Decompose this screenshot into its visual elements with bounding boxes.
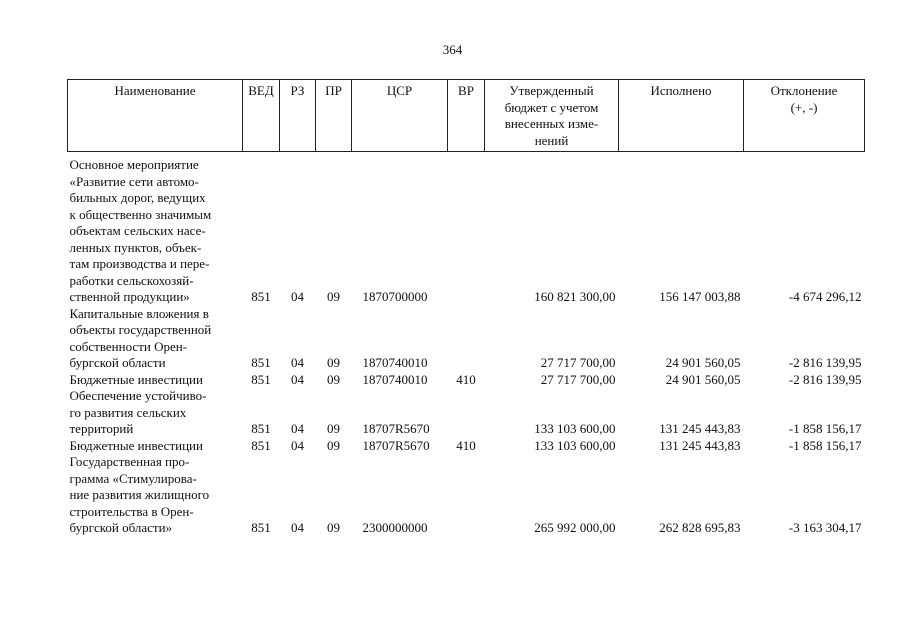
row-ved: 851 xyxy=(251,437,271,453)
row-ved: 851 xyxy=(251,289,271,304)
row-approved: 133 103 600,00 xyxy=(534,437,616,453)
row-rz: 04 xyxy=(291,421,304,436)
row-csr: 1870700000 xyxy=(362,289,428,304)
row-csr: 1870740010 xyxy=(362,355,428,370)
row-executed: 262 828 695,83 xyxy=(659,520,741,535)
row-rz: 04 xyxy=(291,289,304,304)
row-executed: 156 147 003,88 xyxy=(659,289,741,304)
row-name: Бюджетные инвестиции xyxy=(69,437,203,453)
table-row xyxy=(68,454,865,537)
row-vr xyxy=(448,306,485,372)
header-vr: ВР xyxy=(448,80,485,152)
row-csr: 18707R5670 xyxy=(362,437,430,453)
row-approved: 133 103 600,00 xyxy=(534,421,616,436)
row-pr: 09 xyxy=(327,421,340,436)
header-approved-line: внесенных изме- xyxy=(504,116,599,131)
table-row xyxy=(68,306,865,372)
row-rz: 04 xyxy=(291,355,304,370)
row-pr: 09 xyxy=(327,520,340,535)
row-deviation: -2 816 139,95 xyxy=(788,355,862,370)
row-name: Бюджетные инвестиции xyxy=(69,371,203,387)
header-ved: ВЕД xyxy=(243,80,280,152)
row-executed: 131 245 443,83 xyxy=(659,421,741,436)
row-pr: 09 xyxy=(327,355,340,370)
table-header-row xyxy=(68,80,865,152)
header-csr: ЦСР xyxy=(352,80,448,152)
row-csr: 1870740010 xyxy=(362,371,428,387)
header-pr: ПР xyxy=(316,80,352,152)
row-ved: 851 xyxy=(251,421,271,436)
row-approved: 265 992 000,00 xyxy=(534,520,616,535)
row-executed: 24 901 560,05 xyxy=(665,371,741,387)
row-vr: 410 xyxy=(456,371,476,387)
header-deviation xyxy=(744,80,865,152)
row-name: Основное мероприятие «Развитие сети автомо- бильных дорог, ведущих к общественно значимым объектам сельских насе- ленных пунктов, объек- там производства и пере- работки сельскохозяй- ственной продукции» xyxy=(69,157,212,304)
row-ved: 851 xyxy=(251,520,271,535)
table-row xyxy=(68,438,865,455)
row-rz: 04 xyxy=(291,371,304,387)
row-csr: 2300000000 xyxy=(362,520,428,535)
row-name: Обеспечение устойчиво- го развития сельских территорий xyxy=(69,388,207,436)
row-deviation: -1 858 156,17 xyxy=(788,421,862,436)
row-vr xyxy=(448,157,485,306)
page-number: 364 xyxy=(442,42,463,57)
header-approved-line: Утвержденный xyxy=(509,83,594,98)
header-executed: Исполнено xyxy=(619,80,744,152)
budget-execution-table xyxy=(67,79,865,537)
row-executed: 131 245 443,83 xyxy=(659,437,741,453)
row-csr: 18707R5670 xyxy=(362,421,430,436)
row-vr xyxy=(448,454,485,537)
header-approved-line: бюджет с учетом xyxy=(504,99,599,115)
row-deviation: -2 816 139,95 xyxy=(788,371,862,387)
row-deviation: -3 163 304,17 xyxy=(788,520,862,535)
row-ved: 851 xyxy=(251,355,271,370)
row-approved: 27 717 700,00 xyxy=(540,355,616,370)
header-rz: РЗ xyxy=(280,80,316,152)
row-vr: 410 xyxy=(456,437,476,453)
row-ved: 851 xyxy=(251,371,271,387)
row-deviation: -4 674 296,12 xyxy=(788,289,862,304)
row-vr xyxy=(448,388,485,438)
row-deviation: -1 858 156,17 xyxy=(788,437,862,453)
row-pr: 09 xyxy=(327,371,340,387)
table-row xyxy=(68,157,865,306)
header-approved-line: нений xyxy=(534,132,569,148)
table-row xyxy=(68,372,865,389)
row-pr: 09 xyxy=(327,437,340,453)
row-approved: 160 821 300,00 xyxy=(534,289,616,304)
row-rz: 04 xyxy=(291,437,304,453)
row-name: Капитальные вложения в объекты государственной собственности Орен- бургской области xyxy=(69,305,212,370)
header-approved xyxy=(485,80,619,152)
row-rz: 04 xyxy=(291,520,304,535)
header-deviation-line: Отклонение xyxy=(770,83,838,98)
row-approved: 27 717 700,00 xyxy=(540,371,616,387)
header-deviation-line: (+, -) xyxy=(790,99,818,115)
row-pr: 09 xyxy=(327,289,340,304)
row-name: Государственная про- грамма «Стимулирова- ние развития жилищного строительства в Орен- бургской области» xyxy=(69,454,210,535)
row-executed: 24 901 560,05 xyxy=(665,355,741,370)
header-name: Наименование xyxy=(68,80,243,152)
table-row xyxy=(68,388,865,438)
